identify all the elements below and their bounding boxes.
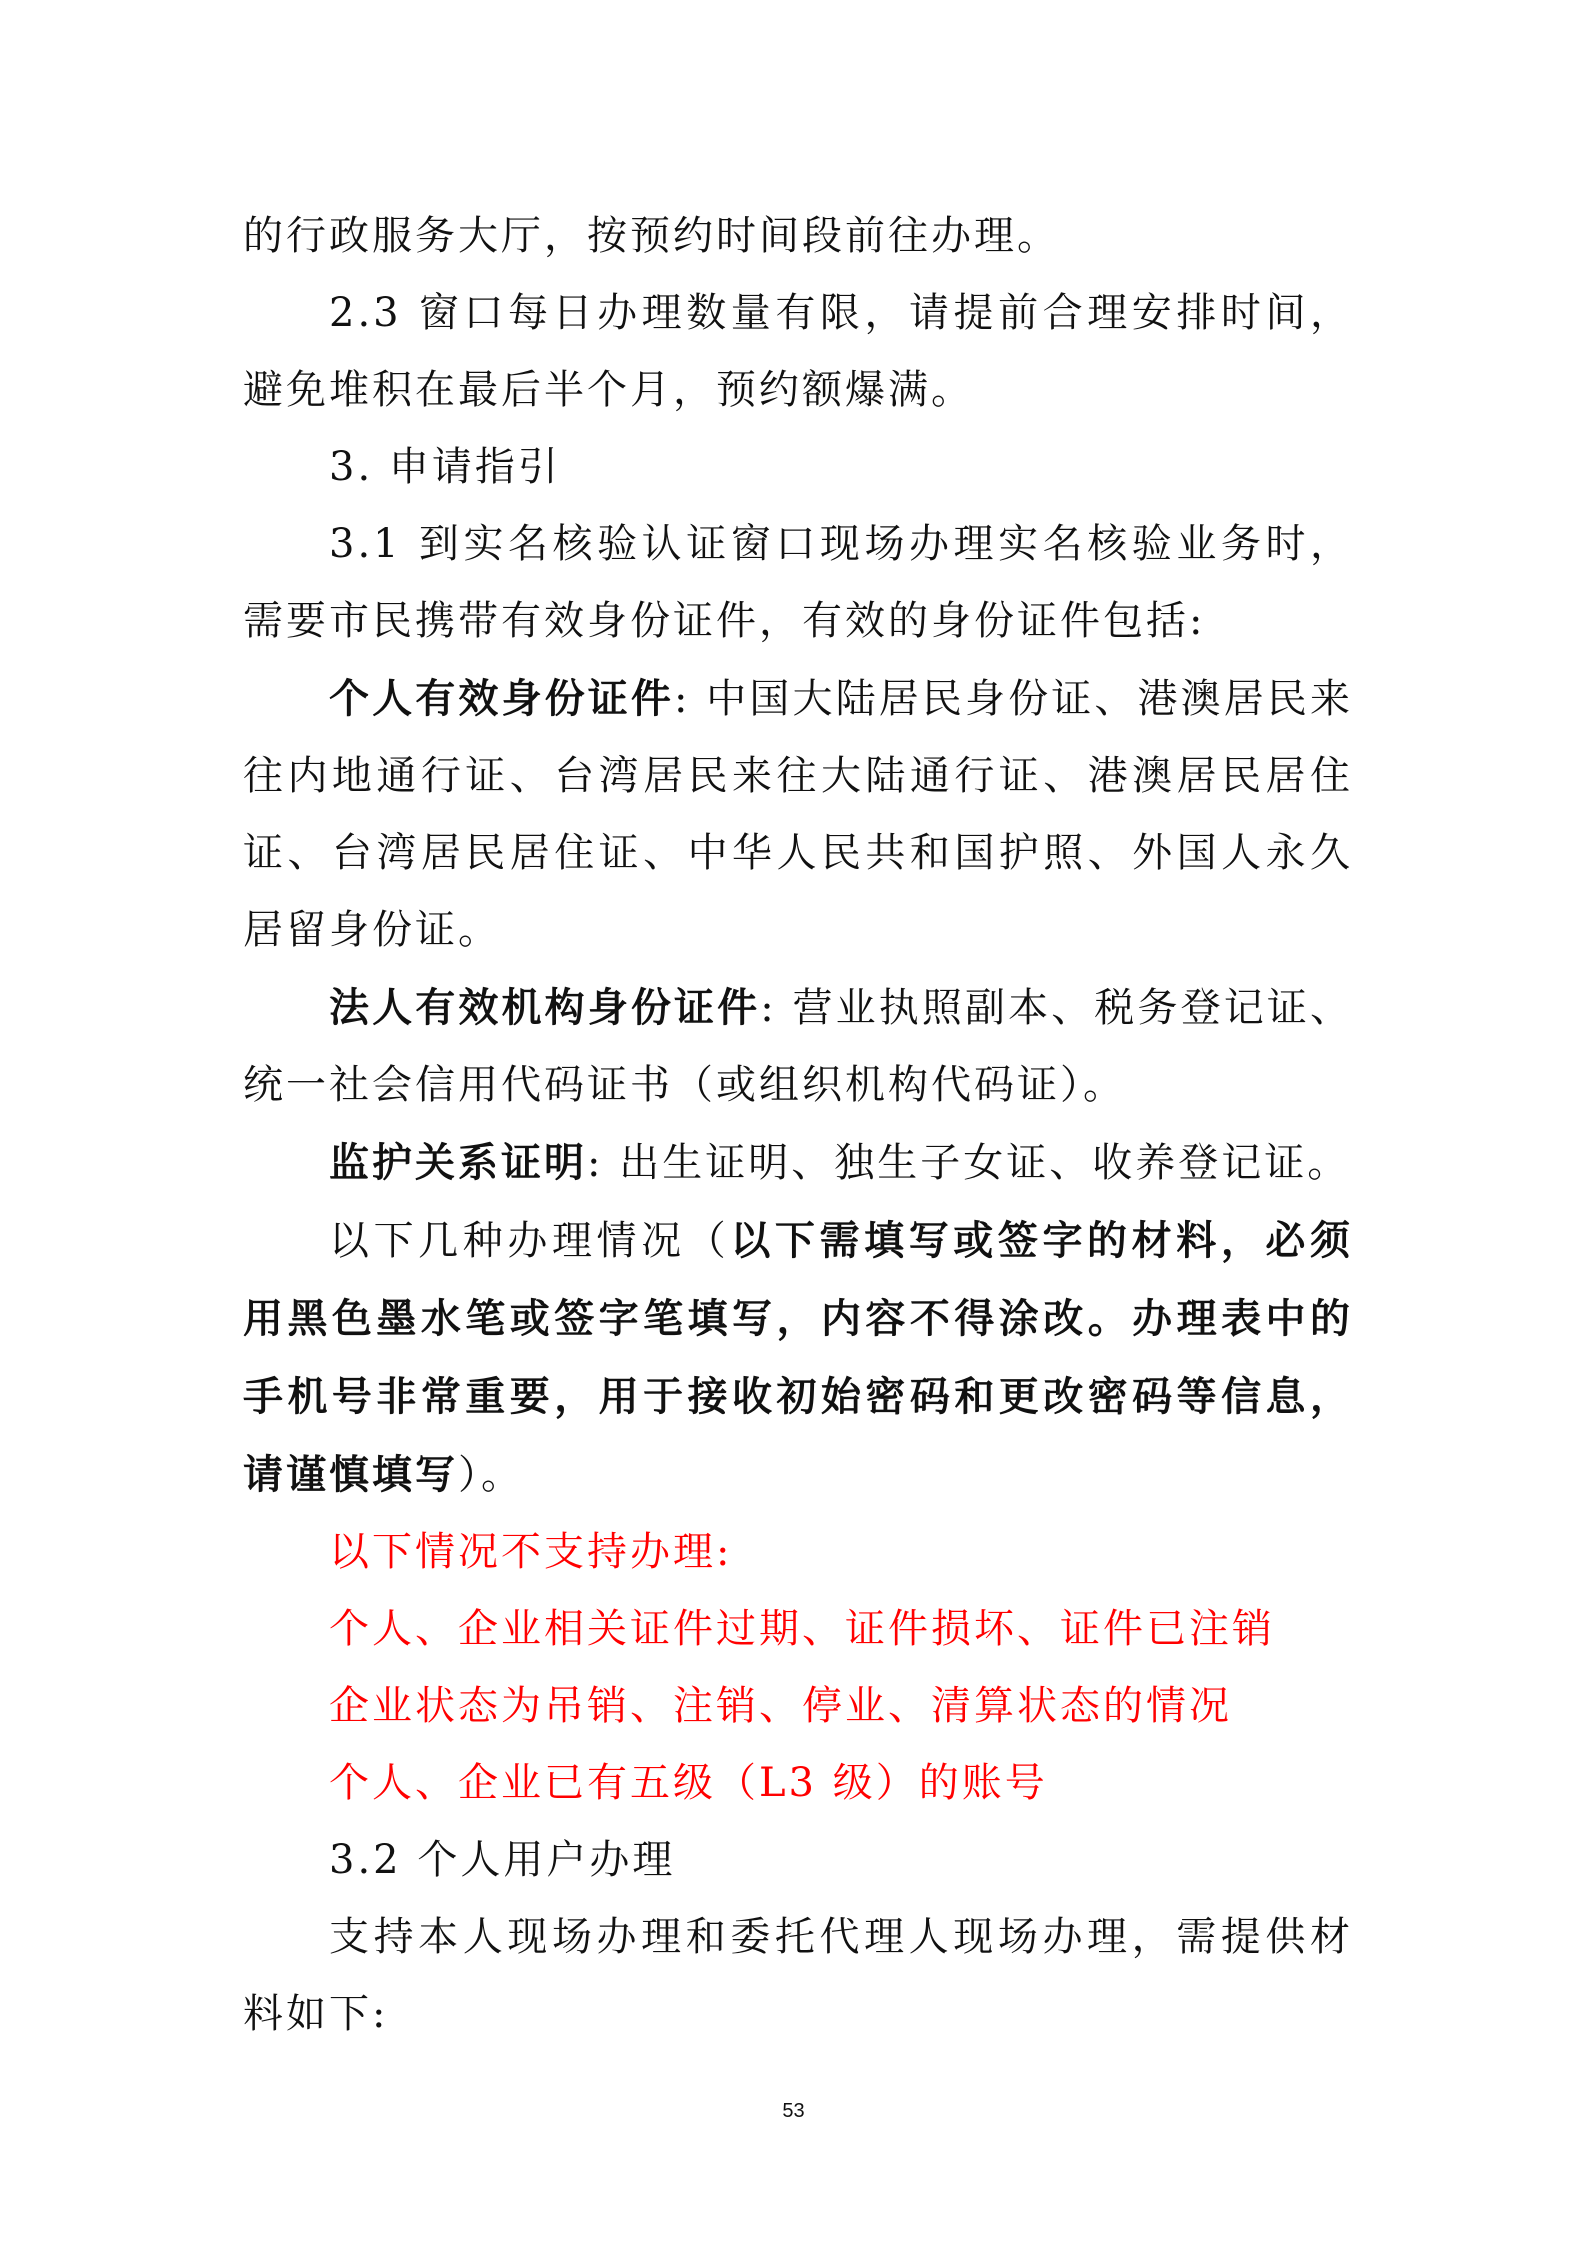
section-heading-application-guide: 3. 申请指引 [329,444,561,490]
unsupported-item-1: 个人、企业相关证件过期、证件损坏、证件已注销 [329,1606,1275,1652]
paragraph-guardianship [243,1124,1353,1202]
paragraph-personal-id [243,660,1353,969]
paragraph-2-3: 2.3 窗口每日办理数量有限，请提前合理安排时间，避免堆积在最后半个月，预约额爆满。 [243,290,1353,413]
paragraph-legal-entity-id [243,969,1353,1124]
guardianship-label: 监护关系证明 [329,1139,587,1186]
paragraph-handling-situations [243,1202,1353,1514]
handling-situations-bold: 以下需填写或签字的材料，必须用黑色墨水笔或签字笔填写，内容不得涂改。办理表中的手机号非常重要，用于接收初始密码和更改密码等信息，请谨慎填写 [243,1217,1354,1498]
legal-entity-id-label: 法人有效机构身份证件 [329,984,761,1031]
paragraph-continuation: 的行政服务大厅，按预约时间段前往办理。 [243,213,1060,259]
document-body [243,198,1353,2053]
personal-id-label: 个人有效身份证件 [329,675,674,722]
paragraph-3-1: 3.1 到实名核验认证窗口现场办理实名核验业务时，需要市民携带有效身份证件，有效的身份证件包括: [243,521,1353,644]
unsupported-title: 以下情况不支持办理: [329,1529,733,1575]
handling-situations-suffix: ）。 [458,1452,524,1498]
page-number: 53 [782,2100,805,2122]
paragraph-personal-user-materials: 支持本人现场办理和委托代理人现场办理，需提供材料如下: [243,1914,1353,2037]
unsupported-item-3: 个人、企业已有五级（L3 级）的账号 [329,1760,1048,1806]
legal-entity-id-text: : 营业执照副本、税务登记证、统一社会信用代码证书（或组织机构代码证）。 [243,985,1353,1108]
handling-situations-prefix: 以下几种办理情况（ [329,1218,731,1264]
section-heading-personal-user: 3.2 个人用户办理 [329,1837,676,1883]
personal-id-text: : 中国大陆居民身份证、港澳居民来往内地通行证、台湾居民来往大陆通行证、港澳居民居住证、台湾居民居住证、中华人民共和国护照、外国人永久居留身份证。 [243,676,1353,953]
unsupported-item-2: 企业状态为吊销、注销、停业、清算状态的情况 [329,1683,1232,1729]
guardianship-text: : 出生证明、独生子女证、收养登记证。 [587,1140,1351,1186]
